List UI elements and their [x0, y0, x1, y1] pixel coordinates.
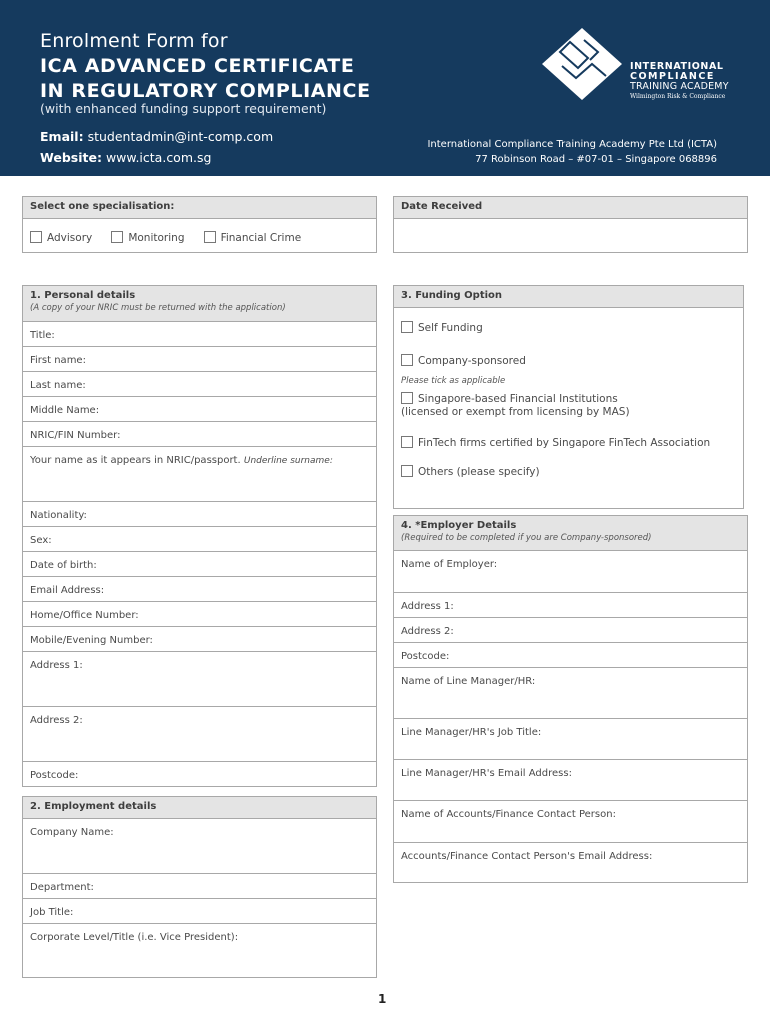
funding-option-box [393, 285, 744, 509]
funding-sg-fi[interactable] [394, 386, 743, 419]
employer-address1-field[interactable] [394, 593, 747, 618]
address1-field[interactable] [23, 652, 376, 707]
finance-contact-email-field[interactable] [394, 843, 747, 883]
option-label: Self Funding [418, 322, 483, 334]
date-received-box [393, 196, 748, 253]
option-financial-crime[interactable] [204, 232, 302, 244]
date-received-field[interactable] [394, 219, 747, 252]
specialisation-box [22, 196, 377, 253]
checkbox-icon[interactable] [401, 321, 413, 333]
field-label: Address 2: [30, 715, 83, 726]
contact-website [40, 150, 211, 165]
employer-details-heading [394, 516, 747, 551]
section-note: (A copy of your NRIC must be returned with the application) [30, 303, 286, 313]
organisation-address [427, 137, 717, 167]
first-name-field[interactable] [23, 347, 376, 372]
email-value[interactable]: studentadmin@int-comp.com [87, 129, 274, 144]
funding-option-heading: 3. Funding Option [394, 286, 743, 308]
mobile-number-field[interactable] [23, 627, 376, 652]
field-label: Address 2: [401, 626, 454, 637]
field-label: Address 1: [30, 660, 83, 671]
nric-field[interactable] [23, 422, 376, 447]
option-label: Financial Crime [220, 232, 302, 244]
field-label: Last name: [30, 380, 86, 391]
specialisation-options [23, 219, 376, 245]
last-name-field[interactable] [23, 372, 376, 397]
line-manager-title-field[interactable] [394, 719, 747, 760]
checkbox-icon[interactable] [401, 465, 413, 477]
option-monitoring[interactable] [111, 232, 184, 244]
funding-note: Please tick as applicable [401, 376, 506, 386]
field-label: Company Name: [30, 827, 114, 838]
logo-wordmark [630, 62, 730, 102]
address2-field[interactable] [23, 707, 376, 762]
date-received-heading: Date Received [394, 197, 747, 219]
personal-details-heading [23, 286, 376, 322]
line-manager-email-field[interactable] [394, 760, 747, 801]
corporate-level-field[interactable] [23, 924, 376, 977]
field-label: Mobile/Evening Number: [30, 635, 153, 646]
funding-company[interactable] [394, 335, 743, 368]
logo-line1: INTERNATIONAL [630, 61, 724, 72]
page-number: 1 [378, 992, 387, 1006]
form-title-line1: ICA ADVANCED CERTIFICATE [40, 55, 355, 77]
field-label: Name of Accounts/Finance Contact Person: [401, 809, 616, 820]
funding-fintech[interactable] [394, 419, 743, 450]
option-label: FinTech firms certified by Singapore FinTech Association [418, 437, 711, 449]
field-label: First name: [30, 355, 86, 366]
middle-name-field[interactable] [23, 397, 376, 422]
option-label: Advisory [47, 232, 93, 244]
field-label: Title: [30, 330, 55, 341]
finance-contact-field[interactable] [394, 801, 747, 843]
field-label: Department: [30, 882, 94, 893]
employer-name-field[interactable] [394, 551, 747, 593]
option-advisory[interactable] [30, 232, 92, 244]
header-banner [0, 0, 770, 176]
logo-line4: Wilmington Risk & Compliance [630, 93, 726, 100]
date-of-birth-field[interactable] [23, 552, 376, 577]
field-label: Date of birth: [30, 560, 97, 571]
field-label: Job Title: [30, 907, 74, 918]
field-label: Line Manager/HR's Job Title: [401, 727, 542, 738]
option-label: Company-sponsored [418, 355, 526, 367]
field-label: Line Manager/HR's Email Address: [401, 768, 572, 779]
employer-details-box [393, 515, 748, 883]
personal-details-box [22, 285, 377, 787]
checkbox-icon[interactable] [111, 231, 123, 243]
address-line2: 77 Robinson Road – #07-01 – Singapore 068896 [475, 154, 717, 165]
specialisation-heading: Select one specialisation: [23, 197, 376, 219]
title-field[interactable] [23, 322, 376, 347]
line-manager-name-field[interactable] [394, 668, 747, 719]
checkbox-icon[interactable] [401, 436, 413, 448]
postcode-field[interactable] [23, 762, 376, 791]
field-label: Email Address: [30, 585, 105, 596]
section-title: 1. Personal details [30, 290, 136, 301]
field-label: Middle Name: [30, 405, 100, 416]
home-office-number-field[interactable] [23, 602, 376, 627]
checkbox-icon[interactable] [30, 231, 42, 243]
email-label: Email: [40, 129, 84, 144]
field-label: Home/Office Number: [30, 610, 139, 621]
checkbox-icon[interactable] [204, 231, 216, 243]
funding-self[interactable] [394, 308, 743, 335]
nationality-field[interactable] [23, 502, 376, 527]
field-label: Sex: [30, 535, 52, 546]
option-label: Others (please specify) [418, 466, 540, 478]
field-label: Name of Employer: [401, 559, 498, 570]
form-pre-title: Enrolment Form for [40, 30, 228, 52]
job-title-field[interactable] [23, 899, 376, 924]
field-label: Postcode: [401, 651, 450, 662]
field-label: NRIC/FIN Number: [30, 430, 121, 441]
section-note: (Required to be completed if you are Company-sponsored) [401, 533, 652, 543]
field-label: Accounts/Finance Contact Person's Email Address: [401, 851, 653, 862]
field-label: Address 1: [401, 601, 454, 612]
field-label: Name of Line Manager/HR: [401, 676, 536, 687]
option-label: Singapore-based Financial Institutions [418, 393, 618, 405]
logo-line2: COMPLIANCE [630, 71, 715, 82]
icta-logo-icon [540, 26, 624, 102]
sex-field[interactable] [23, 527, 376, 552]
funding-others[interactable] [394, 450, 743, 479]
website-label: Website: [40, 150, 102, 165]
field-label: Your name as it appears in NRIC/passport. [30, 455, 241, 466]
form-subtitle: (with enhanced funding support requirement) [40, 101, 327, 116]
form-title [40, 54, 371, 104]
form-title-line2: IN REGULATORY COMPLIANCE [40, 80, 371, 102]
option-label: Monitoring [128, 232, 185, 244]
checkbox-icon[interactable] [401, 392, 413, 404]
checkbox-icon[interactable] [401, 354, 413, 366]
department-field[interactable] [23, 874, 376, 899]
section-title: 4. *Employer Details [401, 520, 517, 531]
contact-email [40, 129, 273, 144]
field-label: Corporate Level/Title (i.e. Vice President): [30, 932, 239, 943]
field-note: Underline surname: [243, 456, 333, 466]
employment-details-box [22, 796, 377, 978]
name-as-passport-field[interactable] [23, 447, 376, 502]
address-line1: International Compliance Training Academy Pte Ltd (ICTA) [427, 139, 717, 150]
field-label: Postcode: [30, 770, 79, 781]
email-address-field[interactable] [23, 577, 376, 602]
employment-details-heading: 2. Employment details [23, 797, 376, 819]
option-sublabel: (licensed or exempt from licensing by MAS) [401, 406, 630, 418]
employer-postcode-field[interactable] [394, 643, 747, 668]
employer-address2-field[interactable] [394, 618, 747, 643]
logo-line3: TRAINING ACADEMY [630, 81, 729, 92]
website-value[interactable]: www.icta.com.sg [105, 150, 212, 165]
company-name-field[interactable] [23, 819, 376, 874]
field-label: Nationality: [30, 510, 87, 521]
